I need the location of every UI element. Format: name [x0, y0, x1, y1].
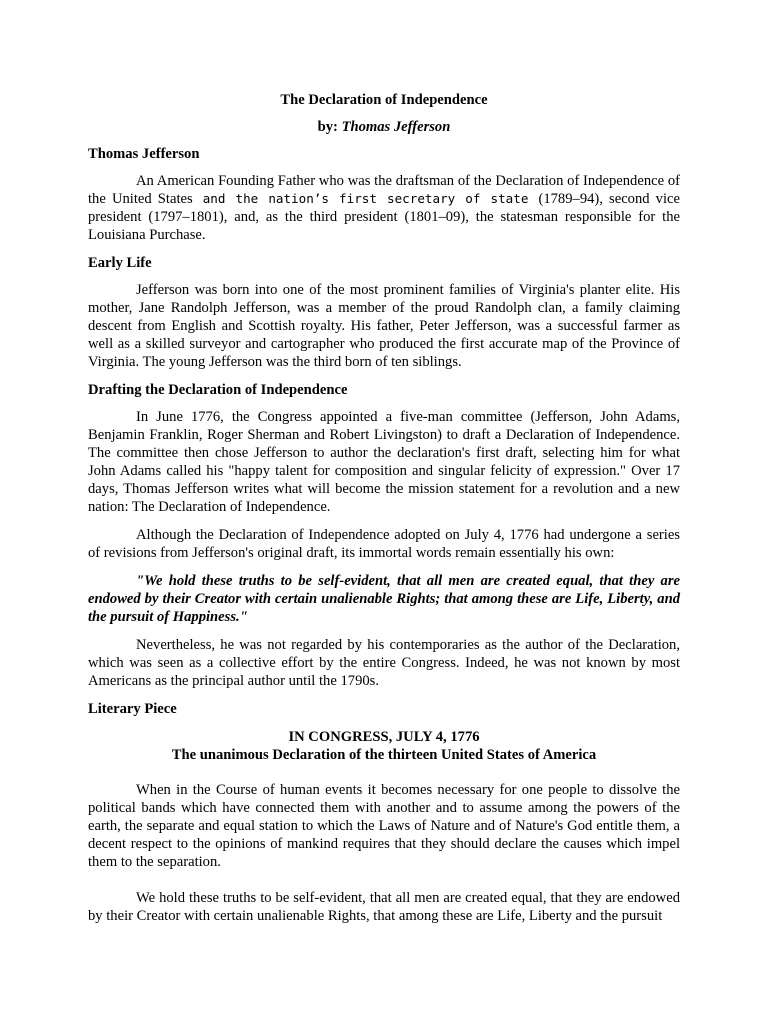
paragraph-course-of-events: When in the Course of human events it becomes necessary for one people to dissolve the political bands which have connected them with another and to assume among the powers of the earth, the separate and equal station to which the Laws of Nature and of Nature's God entitle them, a decent respect to the opinions of mankind requires that they should declare the causes which impel them to the separation. — [88, 782, 680, 870]
paragraph-revisions: Although the Declaration of Independence adopted on July 4, 1776 had undergone a series of revisions from Jefferson's original draft, its immortal words remain essentially his own: — [88, 527, 680, 561]
subheading-in-congress: IN CONGRESS, JULY 4, 1776 — [288, 729, 480, 745]
byline-prefix: by: — [317, 119, 342, 135]
heading-thomas-jefferson: Thomas Jefferson — [88, 146, 200, 162]
intro-text-a: An American Founding Father who was the draftsman of the Declaration of Independence of the United States — [88, 173, 680, 207]
quote-self-evident: "We hold these truths to be self-evident, that all men are created equal, that they are endowed by their Creator with certain unalienable Rights; that among these are Life, Liberty, and the pursuit of Happiness." — [88, 573, 680, 625]
intro-text-b: and the nation’s first secretary of state — [192, 191, 539, 206]
paragraph-we-hold: We hold these truths to be self-evident, that all men are created equal, that they are endowed by their Creator with certain unalienable Rights, that among these are Life, Liberty and the pursuit — [88, 890, 680, 924]
heading-early-life: Early Life — [88, 255, 152, 271]
paragraph-intro — [88, 172, 680, 244]
paragraph-nevertheless: Nevertheless, he was not regarded by his contemporaries as the author of the Declaration, which was seen as a collective effort by the entire Congress. Indeed, he was not known by most Americans as the principal author until the 1790s. — [88, 637, 680, 689]
heading-drafting: Drafting the Declaration of Independence — [88, 382, 348, 398]
subheading-unanimous-declaration: The unanimous Declaration of the thirteen United States of America — [171, 747, 597, 763]
paragraph-early-life: Jefferson was born into one of the most prominent families of Virginia's planter elite. His mother, Jane Randolph Jefferson, was a member of the proud Randolph clan, a family claiming descent from English and Scottish royalty. His father, Peter Jefferson, was a successful farmer as well as a skilled surveyor and cartographer who produced the first accurate map of the Province of Virginia. The young Jefferson was the third born of ten siblings. — [88, 282, 680, 370]
intro-text-c: (1789–94), second vice president (1797–1801), and, as the third president (1801–09), the statesman responsible for the Louisiana Purchase. — [88, 191, 680, 243]
byline — [88, 118, 680, 136]
paragraph-drafting: In June 1776, the Congress appointed a five-man committee (Jefferson, John Adams, Benjamin Franklin, Roger Sherman and Robert Livingston) to draft a Declaration of Independence. The committee then chose Jefferson to author the declaration's first draft, selecting him for what John Adams called his "happy talent for composition and singular felicity of expression." Over 17 days, Thomas Jefferson writes what will become the mission statement for a revolution and a new nation: The Declaration of Independence. — [88, 409, 680, 515]
byline-author: Thomas Jefferson — [341, 119, 451, 135]
heading-literary-piece: Literary Piece — [88, 701, 177, 717]
document-title: The Declaration of Independence — [280, 92, 488, 108]
